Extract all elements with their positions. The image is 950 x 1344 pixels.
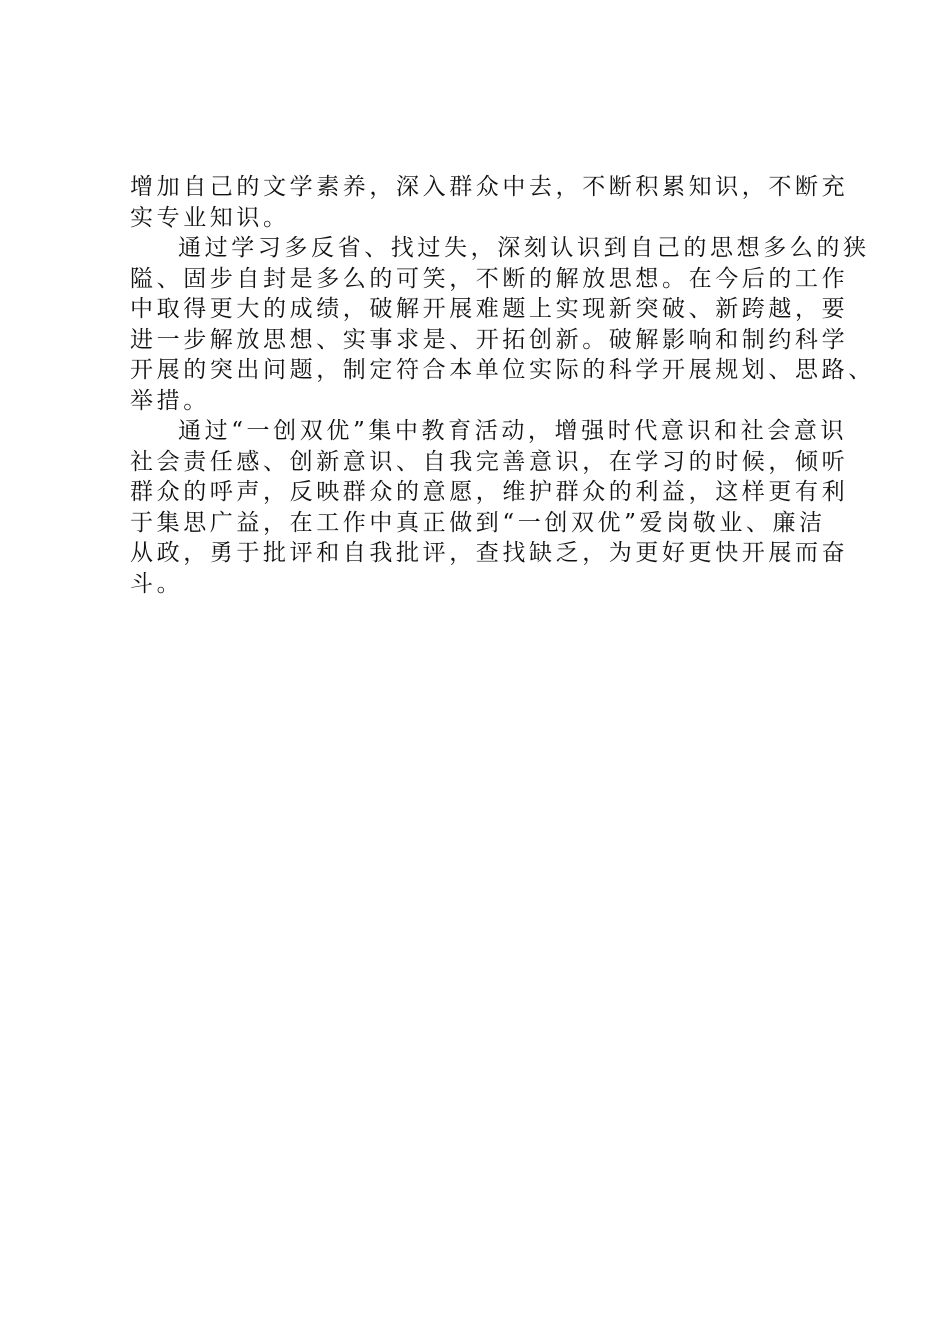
text-line: 进一步解放思想、实事求是、开拓创新。破解影响和制约科学 <box>130 326 849 353</box>
text-line: 社会责任感、创新意识、自我完善意识，在学习的时候，倾听 <box>130 448 849 475</box>
text-line: 隘、固步自封是多么的可笑，不断的解放思想。在今后的工作 <box>130 265 849 292</box>
document-body <box>130 172 875 599</box>
text-line: 群众的呼声，反映群众的意愿，维护群众的利益，这样更有利 <box>130 479 849 505</box>
text-line: 中取得更大的成绩，破解开展难题上实现新突破、新跨越，要 <box>130 296 849 322</box>
text-line: 开展的突出问题，制定符合本单位实际的科学开展规划、思路、 <box>130 357 875 383</box>
text-line: 斗。 <box>130 570 184 597</box>
text-line: 举措。 <box>130 387 210 414</box>
paragraph-first-line: 通过学习多反省、找过失，深刻认识到自己的思想多么的狭 <box>178 235 870 261</box>
text-line: 于集思广益，在工作中真正做到“一创双优”爱岗敬业、廉洁 <box>130 509 826 536</box>
paragraph-first-line: 通过“一创双优”集中教育活动，增强时代意识和社会意识 <box>178 418 848 444</box>
text-line: 实专业知识。 <box>130 204 290 231</box>
text-line: 从政，勇于批评和自我批评，查找缺乏，为更好更快开展而奋 <box>130 540 849 566</box>
text-line: 增加自己的文学素养，深入群众中去，不断积累知识，不断充 <box>130 174 849 200</box>
